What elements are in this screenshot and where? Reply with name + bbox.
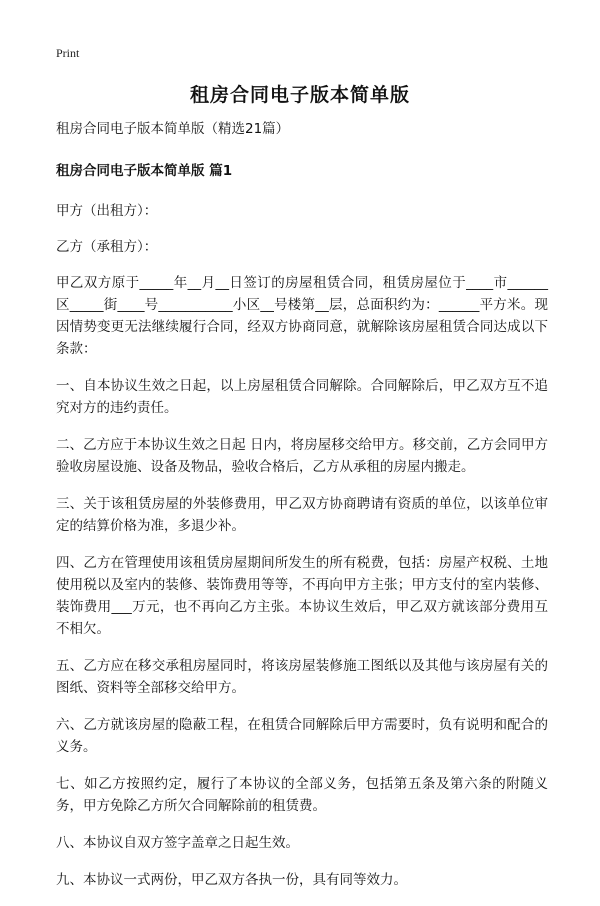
print-link[interactable]: Print xyxy=(56,46,80,60)
party-a-line: 甲方（出租方）： xyxy=(56,203,158,219)
contract-preamble: 甲乙双方原于_____年__月__日签订的房屋租赁合同，租赁房屋位于____市______区_____街____号___________小区__号楼第__层，总面积约为：______平方米。现因情势变更无法继续履行合同，经双方协商同意，就解除该房屋租赁合同达成以下条款： xyxy=(56,275,548,357)
clause-9: 九、本协议一式两份，甲乙双方各执一份，具有同等效力。 xyxy=(56,872,407,888)
clause-4: 四、乙方在管理使用该租赁房屋期间所发生的所有税费，包括：房屋产权税、土地使用税以及室内的装修、装饰费用等等，不再向甲方主张；甲方支付的室内装修、装饰费用___万元，也不再向乙方主张。本协议生效后，甲乙双方就该部分费用互不相欠。 xyxy=(56,555,548,637)
page-title: 租房合同电子版本简单版 xyxy=(189,84,410,106)
clause-2: 二、乙方应于本协议生效之日起 日内，将房屋移交给甲方。移交前，乙方会同甲方验收房屋设施、设备及物品，验收合格后，乙方从承租的房屋内搬走。 xyxy=(56,437,548,475)
document-body xyxy=(56,118,548,906)
clause-6: 六、乙方就该房屋的隐蔽工程，在租赁合同解除后甲方需要时，负有说明和配合的义务。 xyxy=(56,717,548,755)
clause-5: 五、乙方应在移交承租房屋同时，将该房屋装修施工图纸以及其他与该房屋有关的图纸、资料等全部移交给甲方。 xyxy=(56,658,548,696)
document-subtitle: 租房合同电子版本简单版（精选21篇） xyxy=(56,121,290,137)
clause-8: 八、本协议自双方签字盖章之日起生效。 xyxy=(56,835,299,851)
section-heading: 租房合同电子版本简单版 篇1 xyxy=(56,163,233,179)
clause-3: 三、关于该租赁房屋的外装修费用，甲乙双方协商聘请有资质的单位，以该单位审定的结算价格为准，多退少补。 xyxy=(56,496,548,534)
clause-7: 七、如乙方按照约定，履行了本协议的全部义务，包括第五条及第六条的附随义务，甲方免除乙方所欠合同解除前的租赁费。 xyxy=(56,776,548,814)
clause-1: 一、自本协议生效之日起，以上房屋租赁合同解除。合同解除后，甲乙双方互不追究对方的违约责任。 xyxy=(56,378,548,416)
party-b-line: 乙方（承租方）： xyxy=(56,239,158,255)
